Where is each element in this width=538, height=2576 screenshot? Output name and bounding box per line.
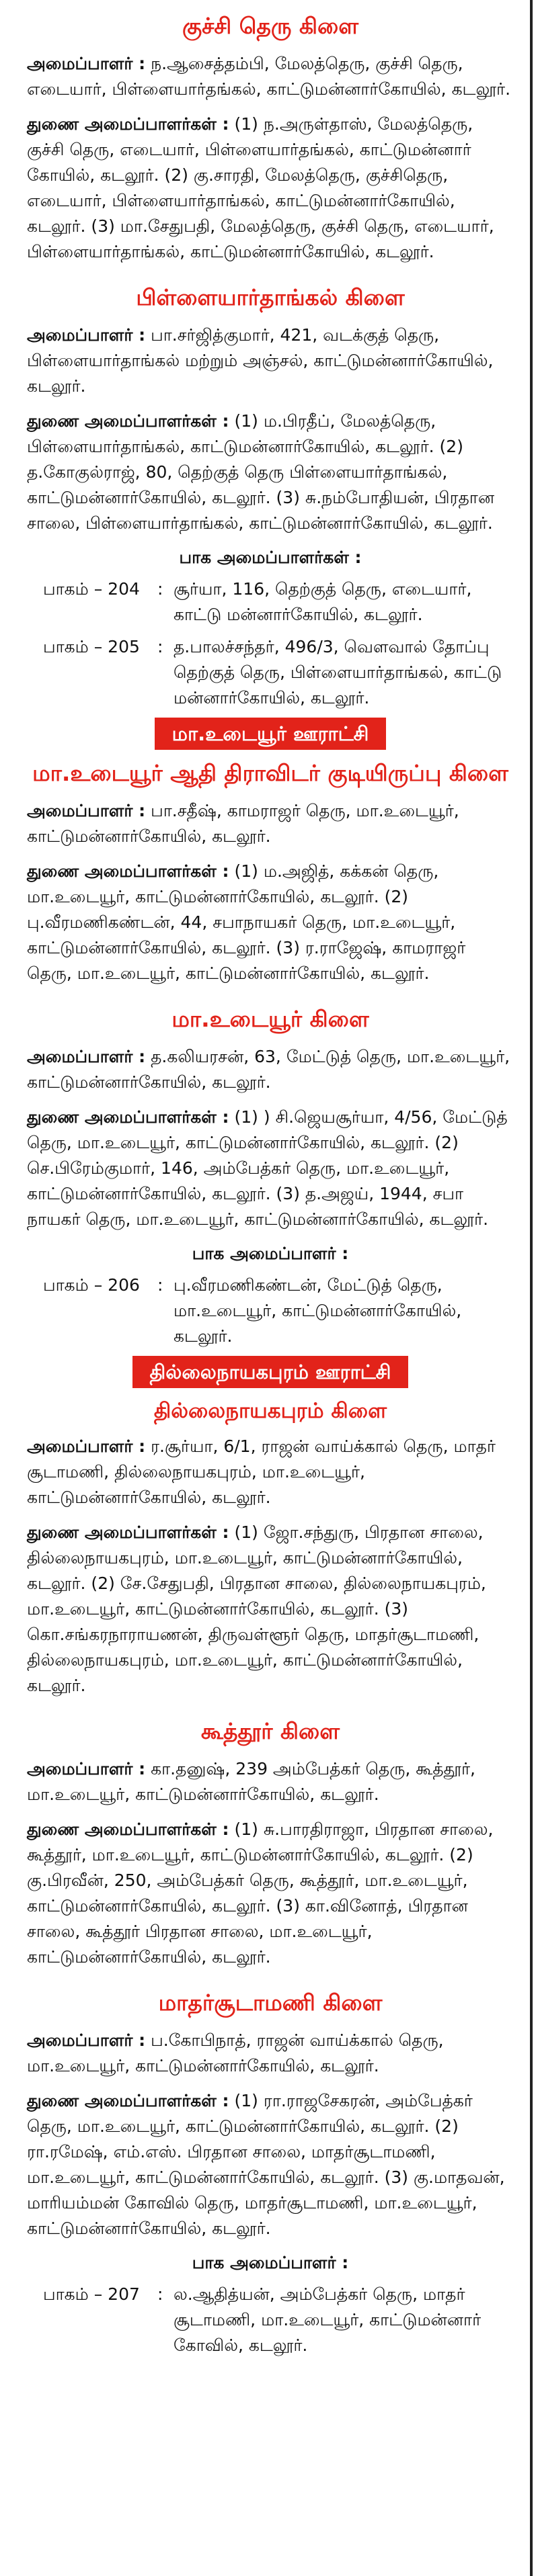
booth-row xyxy=(27,576,514,628)
entry-text: ர.சூர்யா, 6/1, ராஜன் வாய்க்கால் தெரு, மாதர் சூடாமணி, தில்லைநாயகபுரம், மா.உடையூர், காட்டுமன்னார்கோயில், கடலூர். xyxy=(27,1436,496,1507)
deputy-organizers-entry xyxy=(27,2088,514,2241)
deputy-organizers-entry xyxy=(27,112,514,265)
section-title: பிள்ளையார்தாங்கல் கிளை xyxy=(136,284,405,310)
role-label: துணை அமைப்பாளர்கள் : xyxy=(27,2091,229,2110)
booth-text: பு.வீரமணிகண்டன், மேட்டுத் தெரு, மா.உடையூர், காட்டுமன்னார்கோயில், கடலூர். xyxy=(174,1275,462,1346)
entry-text: த.கலியரசன், 63, மேட்டுத் தெரு, மா.உடையூர், காட்டுமன்னார்கோயில், கடலூர். xyxy=(27,1047,510,1092)
booth-text: த.பாலச்சந்தர், 496/3, வௌவால் தோப்பு தெற்குத் தெரு, பிள்ளையார்தாங்கல், காட்டு மன்னார்கோயில், கடலூர். xyxy=(174,637,502,707)
entry-text: ப.கோபிநாத், ராஜன் வாய்க்கால் தெரு, மா.உடையூர், காட்டுமன்னார்கோயில், கடலூர். xyxy=(27,2030,444,2075)
column-divider xyxy=(530,0,533,2576)
booth-row xyxy=(27,2282,514,2358)
organizer-entry xyxy=(27,798,514,849)
section-mathar-soodamani xyxy=(27,1987,514,2358)
organizer-entry xyxy=(27,1044,514,1095)
booth-colon: : xyxy=(157,637,163,656)
section-ma-udaiyur xyxy=(27,1004,514,1349)
role-label: துணை அமைப்பாளர்கள் : xyxy=(27,1819,229,1839)
booth-label: பாகம் – 206 xyxy=(43,1275,140,1295)
deputy-organizers-entry xyxy=(27,409,514,536)
deputy-organizers-entry xyxy=(27,1105,514,1232)
section-title: மா.உடையூர் ஆதி திராவிடர் குடியிருப்பு கிளை xyxy=(32,760,508,786)
organizer-entry xyxy=(27,1434,514,1510)
organizer-entry xyxy=(27,323,514,399)
booth-colon: : xyxy=(157,1275,163,1295)
role-label: துணை அமைப்பாளர்கள் : xyxy=(27,114,229,134)
panchayat-banner: மா.உடையூர் ஊராட்சி xyxy=(155,718,387,750)
entry-text: (1) ம.அஜித், கக்கன் தெரு, மா.உடையூர், காட்டுமன்னார்கோயில், கடலூர். (2) பு.வீரமணிகண்டன், 44, சபாநாயகர் தெரு, மா.உடையூர், காட்டுமன்னார்கோயில், கடலூர். (3) ர.ராஜேஷ், காமராஜர் தெரு, மா.உடையூர், காட்டுமன்னார்கோயில், கடலூர். xyxy=(27,861,466,983)
deputy-organizers-entry xyxy=(27,1817,514,1970)
section-pillaiyarthangal xyxy=(27,282,514,711)
section-title: கூத்தூர் கிளை xyxy=(200,1718,340,1744)
organizer-entry xyxy=(27,2028,514,2079)
panchayat-banner: தில்லைநாயகபுரம் ஊராட்சி xyxy=(132,1356,409,1388)
booth-colon: : xyxy=(157,2284,163,2304)
role-label: துணை அமைப்பாளர்கள் : xyxy=(27,1107,229,1127)
role-label: துணை அமைப்பாளர்கள் : xyxy=(27,861,229,881)
role-label: அமைப்பாளர் : xyxy=(27,325,146,345)
section-title: குச்சி தெரு கிளை xyxy=(182,13,359,39)
entry-text: பா.சர்ஜித்குமார், 421, வடக்குத் தெரு, பிள்ளையார்தாங்கல் மற்றும் அஞ்சல், காட்டுமன்னார்கோயில், கடலூர். xyxy=(27,325,494,396)
role-label: அமைப்பாளர் : xyxy=(27,2030,146,2050)
entry-text: (1) சு.பாரதிராஜா, பிரதான சாலை, கூத்தூர், மா.உடையூர், காட்டுமன்னார்கோயில், கடலூர். (2) கு.பிரவீன், 250, அம்பேத்கர் தெரு, கூத்தூர், மா.உடையூர், காட்டுமன்னார்கோயில், கடலூர். (3) கா.வினோத், பிரதான சாலை, கூத்தூர் பிரதான சாலை, மா.உடையூர், காட்டுமன்னார்கோயில், கடலூர். xyxy=(27,1819,494,1967)
entry-text: (1) ஜோ.சந்துரு, பிரதான சாலை, தில்லைநாயகபுரம், மா.உடையூர், காட்டுமன்னார்கோயில், கடலூர். (2) சே.சேதுபதி, பிரதான சாலை, தில்லைநாயகபுரம், மா.உடையூர், காட்டுமன்னார்கோயில், கடலூர். (3) கொ.சங்கரநாராயணன், திருவள்ளூர் தெரு, மாதர்சூடாமணி, தில்லைநாயகபுரம், மா.உடையூர், காட்டுமன்னார்கோயில், கடலூர். xyxy=(27,1522,486,1695)
role-label: அமைப்பாளர் : xyxy=(27,801,146,820)
booth-colon: : xyxy=(157,579,163,599)
organizer-entry xyxy=(27,1756,514,1807)
section-thillainayagapuram xyxy=(27,1356,514,1699)
entry-text: (1) ம.பிரதீப், மேலத்தெரு, பிள்ளையார்தாங்கல், காட்டுமன்னார்கோயில், கடலூர். (2) த.கோகுல்ராஜ், 80, தெற்குத் தெரு பிள்ளையார்தாங்கல், காட்டுமன்னார்கோயில், கடலூர். (3) சு.நம்போதியன், பிரதான சாலை, பிள்ளையார்தாங்கல், காட்டுமன்னார்கோயில், கடலூர். xyxy=(27,411,495,533)
deputy-organizers-entry xyxy=(27,859,514,986)
booth-label: பாகம் – 207 xyxy=(43,2284,140,2304)
role-label: அமைப்பாளர் : xyxy=(27,1759,146,1778)
organizer-entry xyxy=(27,51,514,102)
entry-text: (1) ரா.ராஜசேகரன், அம்பேத்கர் தெரு, மா.உடையூர், காட்டுமன்னார்கோயில், கடலூர். (2) ரா.ரமேஷ், எம்.எஸ். பிரதான சாலை, மாதர்சூடாமணி, மா.உடையூர், காட்டுமன்னார்கோயில், கடலூர். (3) கு.மாதவன், மாரியம்மன் கோவில் தெரு, மாதர்சூடாமணி, மா.உடையூர், காட்டுமன்னார்கோயில், கடலூர். xyxy=(27,2091,505,2238)
section-koothur xyxy=(27,1716,514,1970)
entry-text: பா.சதீஷ், காமராஜர் தெரு, மா.உடையூர், காட்டுமன்னார்கோயில், கடலூர். xyxy=(27,801,459,846)
booth-row xyxy=(27,1273,514,1349)
section-kuchi-theru xyxy=(27,11,514,265)
section-title: மாதர்சூடாமணி கிளை xyxy=(158,1989,383,2016)
booth-organizer-heading: பாக அமைப்பாளர் : xyxy=(192,1244,349,1263)
booth-text: ல.ஆதித்யன், அம்பேத்கர் தெரு, மாதர் சூடாமணி, மா.உடையூர், காட்டுமன்னார் கோவில், கடலூர். xyxy=(174,2284,482,2355)
section-title: தில்லைநாயகபுரம் கிளை xyxy=(153,1399,387,1423)
entry-text: கா.தனுஷ், 239 அம்பேத்கர் தெரு, கூத்தூர், மா.உடையூர், காட்டுமன்னார்கோயில், கடலூர். xyxy=(27,1759,475,1804)
booth-organizers-heading: பாக அமைப்பாளர்கள் : xyxy=(179,548,362,567)
booth-label: பாகம் – 205 xyxy=(43,637,140,656)
booth-label: பாகம் – 204 xyxy=(43,579,140,599)
role-label: துணை அமைப்பாளர்கள் : xyxy=(27,411,229,431)
entry-text: (1) ந.அருள்தாஸ், மேலத்தெரு, குச்சி தெரு, எடையார், பிள்ளையார்தங்கல், காட்டுமன்னார் கோயில், கடலூர். (2) கு.சாரதி, மேலத்தெரு, குச்சிதெரு, எடையார், பிள்ளையார்தாங்கல், காட்டுமன்னார்கோயில், கடலூர். (3) மா.சேதுபதி, மேலத்தெரு, குச்சி தெரு, எடையார், பிள்ளையார்தாங்கல், காட்டுமன்னார்கோயில், கடலூர். xyxy=(27,114,494,261)
role-label: அமைப்பாளர் : xyxy=(27,54,146,73)
entry-text: (1) ) சி.ஜெயசூர்யா, 4/56, மேட்டுத் தெரு, மா.உடையூர், காட்டுமன்னார்கோயில், கடலூர். (2) செ.பிரேம்குமார், 146, அம்பேத்கர் தெரு, மா.உடையூர், காட்டுமன்னார்கோயில், கடலூர். (3) த.அஜய், 1944, சபா நாயகர் தெரு, மா.உடையூர், காட்டுமன்னார்கோயில், கடலூர். xyxy=(27,1107,508,1229)
booth-row xyxy=(27,634,514,711)
role-label: துணை அமைப்பாளர்கள் : xyxy=(27,1522,229,1542)
booth-text: சூர்யா, 116, தெற்குத் தெரு, எடையார், காட்டு மன்னார்கோயில், கடலூர். xyxy=(174,579,472,624)
role-label: அமைப்பாளர் : xyxy=(27,1047,146,1066)
section-ma-udaiyur-adi-dravidar xyxy=(27,718,514,986)
booth-organizer-heading: பாக அமைப்பாளர் : xyxy=(192,2253,349,2272)
section-title: மா.உடையூர் கிளை xyxy=(171,1006,369,1032)
role-label: அமைப்பாளர் : xyxy=(27,1436,146,1456)
deputy-organizers-entry xyxy=(27,1520,514,1699)
entry-text: ந.ஆசைத்தம்பி, மேலத்தெரு, குச்சி தெரு, எடையார், பிள்ளையார்தங்கல், காட்டுமன்னார்கோயில், கடலூர். xyxy=(27,54,511,99)
